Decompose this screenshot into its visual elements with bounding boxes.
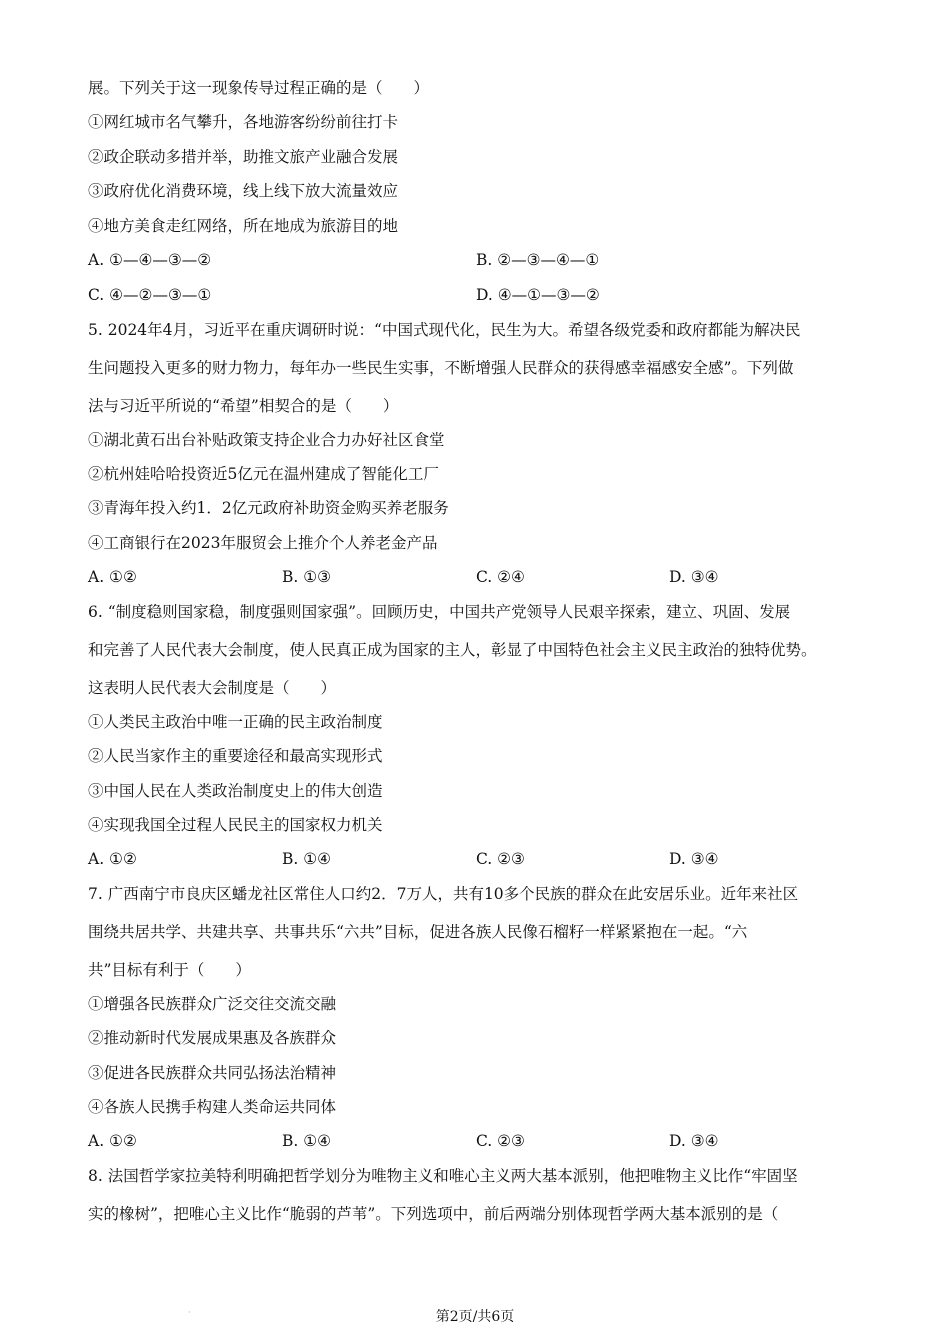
q6-item-3: ③中国人民在人类政治制度史上的伟大创造 bbox=[88, 782, 383, 800]
q6-option-d: D. ③④ bbox=[669, 850, 719, 868]
q7-stem-2: 围绕共居共学、共建共享、共事共乐“六共”目标，促进各族人民像石榴籽一样紧紧抱在一起。“六 bbox=[88, 923, 748, 941]
q5-stem-2: 生问题投入更多的财力物力，每年办一些民生实事，不断增强人民群众的获得感幸福感安全感”。下列做 bbox=[88, 359, 794, 377]
q7-option-d: D. ③④ bbox=[669, 1132, 719, 1150]
q5-option-c: C. ②④ bbox=[476, 568, 525, 586]
q7-item-1: ①增强各民族群众广泛交往交流交融 bbox=[88, 995, 337, 1013]
q7-item-3: ③促进各民族群众共同弘扬法治精神 bbox=[88, 1064, 337, 1082]
q6-option-a: A. ①② bbox=[88, 850, 137, 868]
q7-item-4: ④各族人民携手构建人类命运共同体 bbox=[88, 1098, 337, 1116]
q8-stem-2: 实的橡树”，把唯心主义比作“脆弱的芦苇”。下列选项中，前后两端分别体现哲学两大基本派别的是（ bbox=[88, 1205, 779, 1223]
q4-option-c: C. ④—②—③—① bbox=[88, 286, 212, 304]
q5-item-3: ③青海年投入约1．2亿元政府补助资金购买养老服务 bbox=[88, 499, 449, 517]
q7-option-b: B. ①④ bbox=[282, 1132, 332, 1150]
q6-option-c: C. ②③ bbox=[476, 850, 525, 868]
q5-item-2: ②杭州娃哈哈投资近5亿元在温州建成了智能化工厂 bbox=[88, 465, 439, 483]
q7-option-a: A. ①② bbox=[88, 1132, 137, 1150]
q7-stem-1: 7. 广西南宁市良庆区蟠龙社区常住人口约2．7万人，共有10多个民族的群众在此安居乐业。近年来社区 bbox=[88, 885, 799, 903]
q6-item-4: ④实现我国全过程人民民主的国家权力机关 bbox=[88, 816, 383, 834]
q5-option-b: B. ①③ bbox=[282, 568, 332, 586]
q4-item-2: ②政企联动多措并举，助推文旅产业融合发展 bbox=[88, 148, 399, 166]
q4-stem-end: 展。下列关于这一现象传导过程正确的是（ ） bbox=[88, 79, 430, 97]
q8-stem-1: 8. 法国哲学家拉美特利明确把哲学划分为唯物主义和唯心主义两大基本派别，他把唯物主义比作“牢固坚 bbox=[88, 1167, 798, 1185]
q4-option-b: B. ②—③—④—① bbox=[476, 251, 600, 269]
q6-stem-1: 6. “制度稳则国家稳，制度强则国家强”。回顾历史，中国共产党领导人民艰辛探索，建立、巩固、发展 bbox=[88, 603, 791, 621]
q6-stem-2: 和完善了人民代表大会制度，使人民真正成为国家的主人，彰显了中国特色社会主义民主政治的独特优势。 bbox=[88, 641, 817, 659]
q6-item-1: ①人类民主政治中唯一正确的民主政治制度 bbox=[88, 713, 383, 731]
q4-item-3: ③政府优化消费环境，线上线下放大流量效应 bbox=[88, 182, 399, 200]
q6-option-b: B. ①④ bbox=[282, 850, 332, 868]
q4-item-4: ④地方美食走红网络，所在地成为旅游目的地 bbox=[88, 217, 399, 235]
q5-stem-1: 5. 2024年4月，习近平在重庆调研时说：“中国式现代化，民生为大。希望各级党委和政府都能为解决民 bbox=[88, 321, 801, 339]
page-number-footer: 第2页/共6页 bbox=[435, 1309, 515, 1325]
q7-option-c: C. ②③ bbox=[476, 1132, 525, 1150]
q7-item-2: ②推动新时代发展成果惠及各族群众 bbox=[88, 1029, 337, 1047]
q4-option-d: D. ④—①—③—② bbox=[476, 286, 600, 304]
q4-option-a: A. ①—④—③—② bbox=[88, 251, 212, 269]
q6-stem-3: 这表明人民代表大会制度是（ ） bbox=[88, 679, 337, 697]
q5-option-a: A. ①② bbox=[88, 568, 137, 586]
page-mark: · bbox=[188, 1308, 191, 1317]
q5-stem-3: 法与习近平所说的“希望”相契合的是（ ） bbox=[88, 397, 399, 415]
q4-item-1: ①网红城市名气攀升，各地游客纷纷前往打卡 bbox=[88, 113, 399, 131]
q5-item-4: ④工商银行在2023年服贸会上推介个人养老金产品 bbox=[88, 534, 438, 552]
q5-option-d: D. ③④ bbox=[669, 568, 719, 586]
q5-item-1: ①湖北黄石出台补贴政策支持企业合力办好社区食堂 bbox=[88, 431, 445, 449]
q6-item-2: ②人民当家作主的重要途径和最高实现形式 bbox=[88, 747, 383, 765]
q7-stem-3: 共”目标有利于（ ） bbox=[88, 961, 251, 979]
